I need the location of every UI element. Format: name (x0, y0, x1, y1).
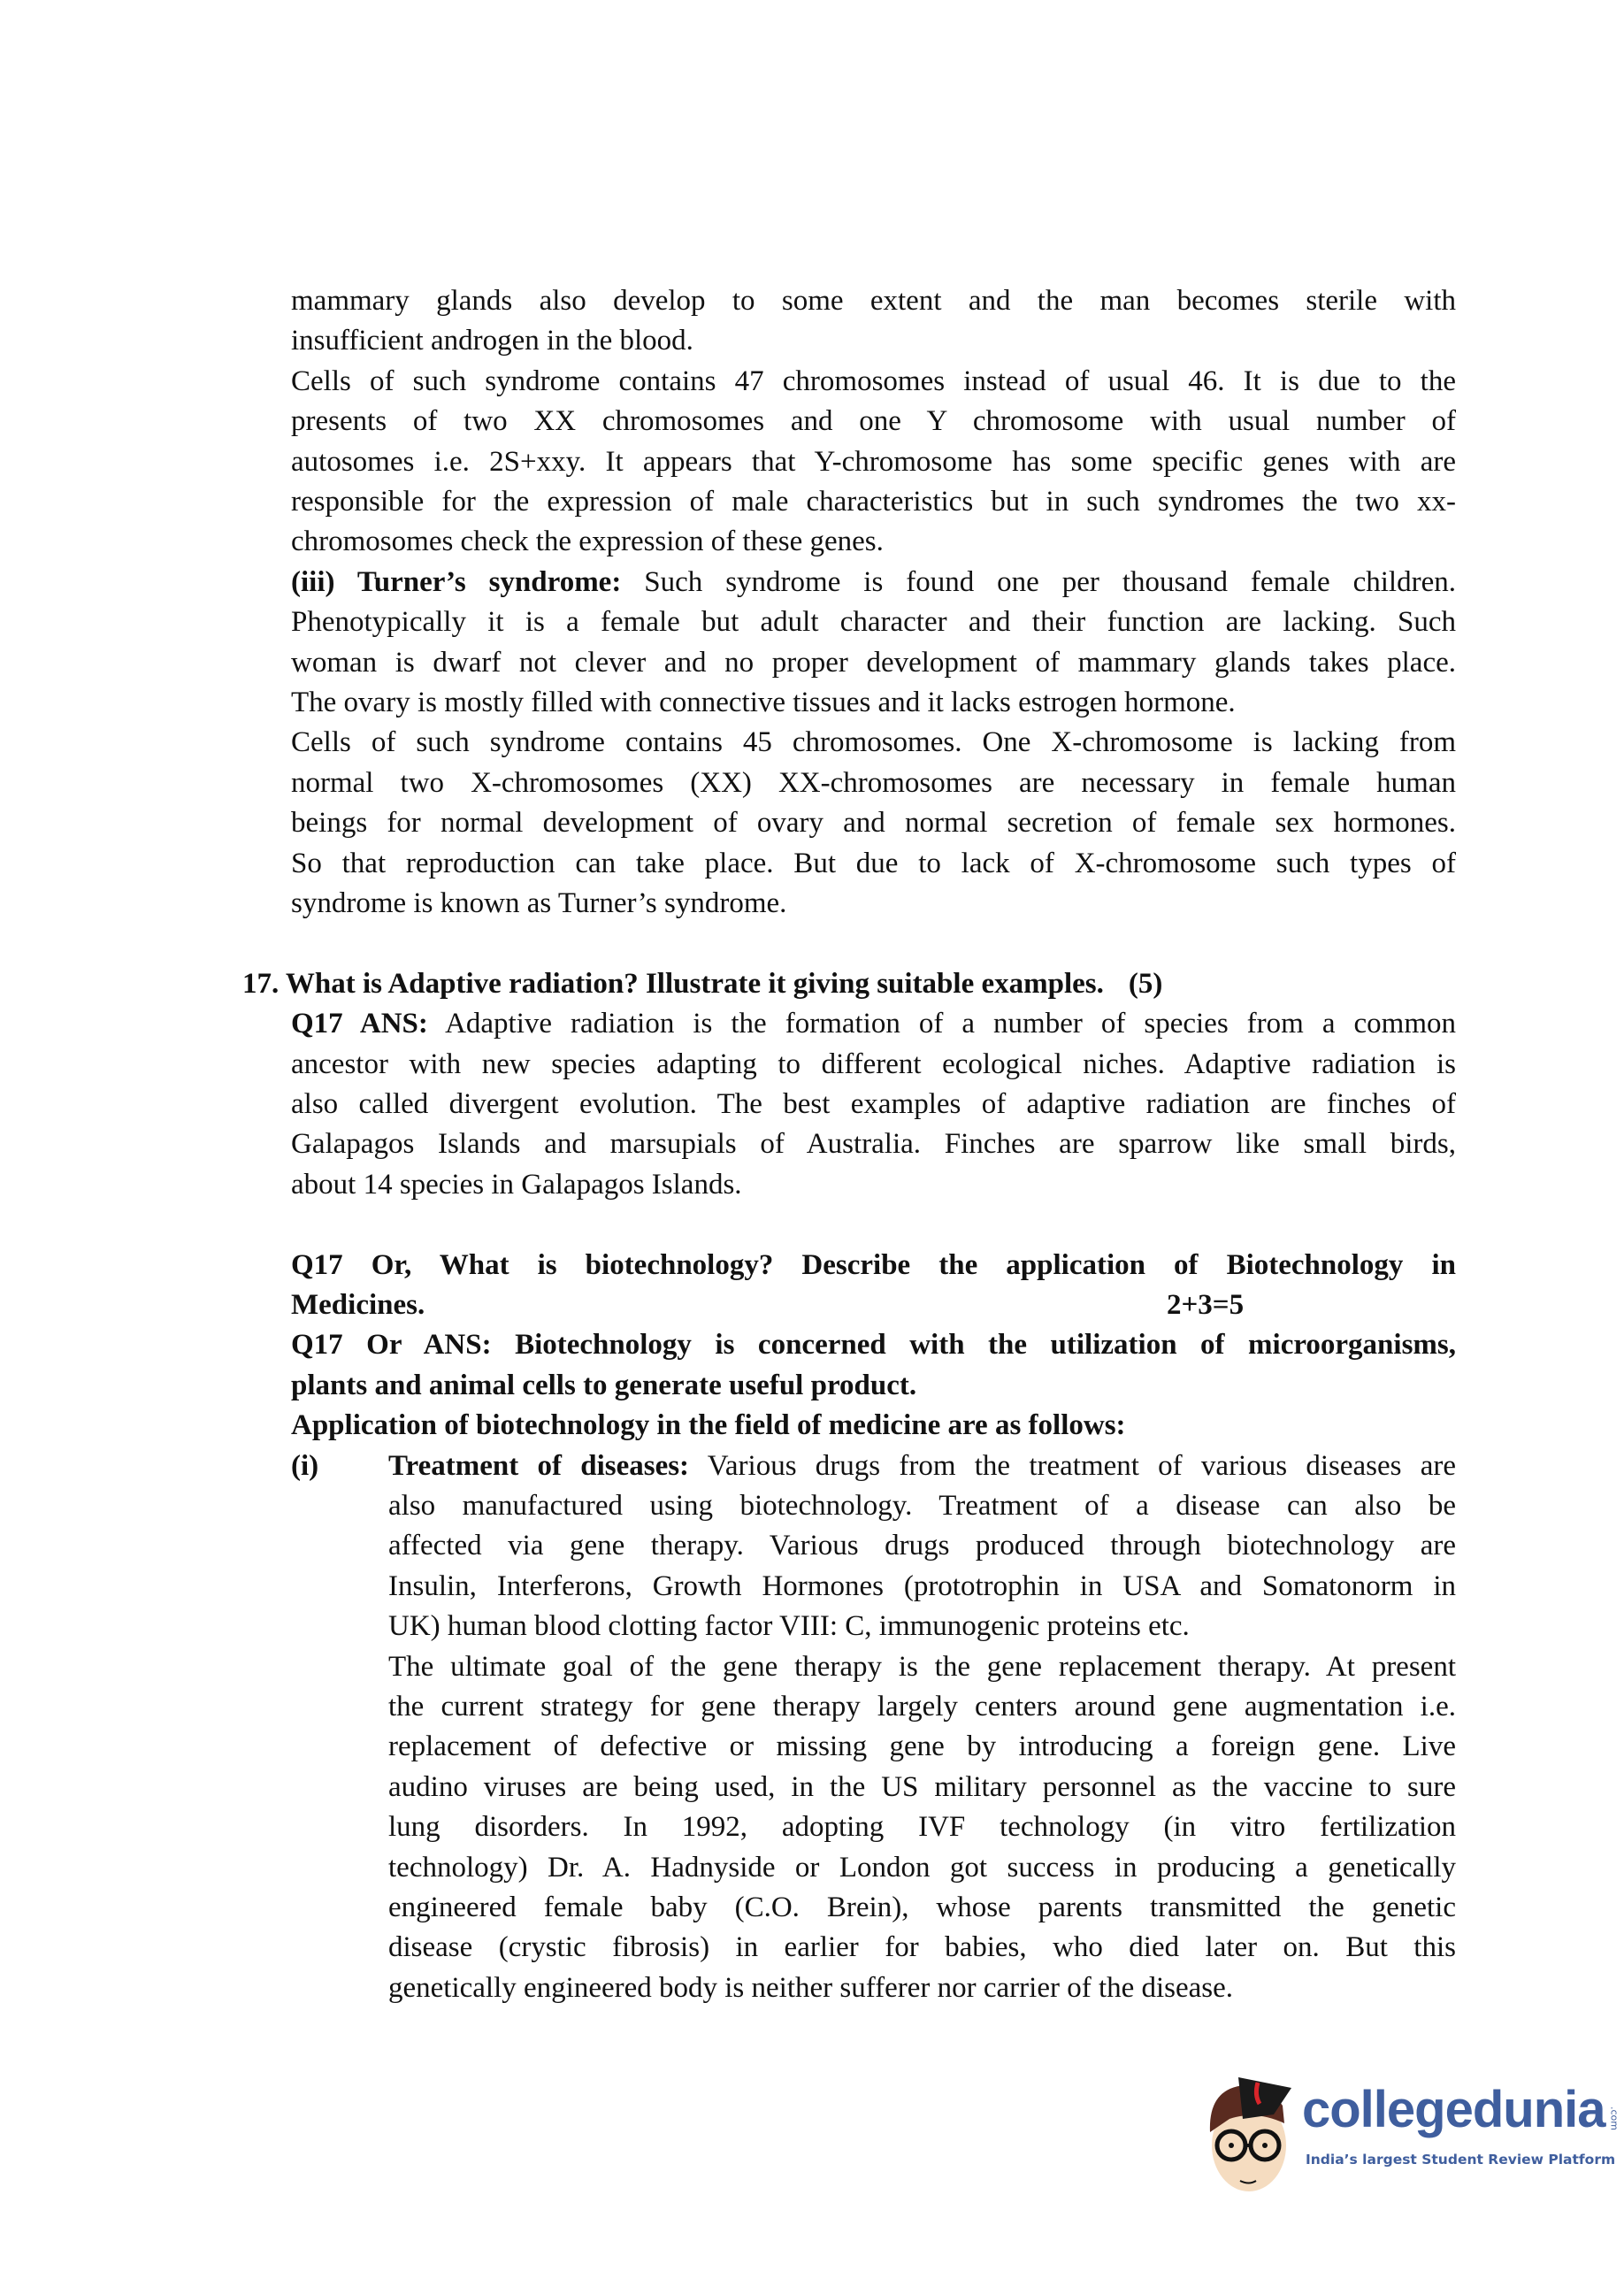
text-line (291, 482, 1456, 522)
bold-text: Q17 ANS: (291, 1008, 428, 1040)
collegedunia-logo (1203, 2070, 1619, 2203)
text-line (291, 643, 1456, 683)
bold-text: plants and animal cells to generate useful product. (291, 1369, 917, 1401)
bold-text: Application of biotechnology in the field of medicine are as follows: (291, 1409, 1126, 1442)
text-line (291, 362, 1456, 402)
text-run: disease (crystic fibrosis) in earlier for babies, who died later on. But this (388, 1931, 1456, 1964)
text-line (291, 442, 1456, 482)
text-run: The ultimate goal of the gene therapy is the gene replacement therapy. At present (388, 1650, 1456, 1683)
text-run: Galapagos Islands and marsupials of Australia. Finches are sparrow like small birds, (291, 1128, 1456, 1161)
text-run: Cells of such syndrome contains 45 chromosomes. One X-chromosome is lacking from (291, 726, 1456, 759)
text-line (388, 1807, 1456, 1847)
text-line (291, 602, 1456, 642)
bold-text: Q17 Or, What is biotechnology? Describe the application of Biotechnology in (291, 1248, 1456, 1281)
text-run: genetically engineered body is neither sufferer nor carrier of the disease. (388, 1971, 1234, 2004)
text-line (388, 1727, 1456, 1767)
text-line (291, 1325, 1456, 1365)
text-run: beings for normal development of ovary and normal secretion of female sex hormones. (291, 807, 1456, 840)
text-run: also manufactured using biotechnology. Treatment of a disease can also be (388, 1490, 1456, 1522)
text-line (291, 884, 1456, 924)
question-line (242, 964, 1456, 1004)
text-run: So that reproduction can take place. But due to lack of X-chromosome such types of (291, 847, 1456, 879)
text-run: technology) Dr. A. Hadnyside or London got success in producing a genetically (388, 1851, 1456, 1884)
text-run: about 14 species in Galapagos Islands. (291, 1168, 742, 1201)
text-run: insufficient androgen in the blood. (291, 325, 693, 357)
text-line (291, 1446, 1456, 1486)
bold-text: 17. What is Adaptive radiation? Illustrate it giving suitable examples. (242, 967, 1104, 1000)
text-run: the current strategy for gene therapy largely centers around gene augmentation i.e. (388, 1691, 1456, 1723)
text-line (388, 1486, 1456, 1526)
text-run: audino viruses are being used, in the US military personnel as the vaccine to sure (388, 1770, 1456, 1803)
text-run: responsible for the expression of male characteristics but in such syndromes the two xx- (291, 486, 1456, 518)
bold-text: Q17 Or ANS: Biotechnology is concerned with the utilization of microorganisms, (291, 1329, 1456, 1362)
text-run: chromosomes check the expression of these genes. (291, 526, 884, 558)
text-line (388, 1928, 1456, 1968)
marks-label: 2+3=5 (1167, 1289, 1245, 1321)
text-run: replacement of defective or missing gene by introducing a foreign gene. Live (388, 1730, 1456, 1763)
text-run: presents of two XX chromosomes and one Y chromosome with usual number of (291, 405, 1456, 438)
text-run: normal two X-chromosomes (XX) XX-chromosomes are necessary in female human (291, 766, 1456, 799)
text-line (388, 1968, 1456, 2008)
text-run: The ovary is mostly filled with connective tissues and it lacks estrogen hormone. (291, 687, 1236, 718)
bold-text: (iii) Turner’s syndrome: (291, 565, 622, 598)
logo-com-text: .com (1608, 2106, 1620, 2130)
text-line (388, 1526, 1456, 1566)
bold-text: Medicines. (291, 1289, 425, 1321)
text-line (388, 1607, 1456, 1646)
text-run: also called divergent evolution. The best examples of adaptive radiation are finches of (291, 1088, 1456, 1120)
text-run: Various drugs from the treatment of various diseases are (689, 1449, 1456, 1482)
text-line (291, 844, 1456, 884)
text-line (388, 1768, 1456, 1807)
text-line (291, 402, 1456, 441)
text-line (291, 563, 1456, 602)
logo-tagline: India’s largest Student Review Platform (1306, 2152, 1616, 2168)
text-run: lung disorders. In 1992, adopting IVF technology (in vitro fertilization (388, 1811, 1456, 1844)
text-run: woman is dwarf not clever and no proper development of mammary glands takes place. (291, 646, 1456, 679)
text-line (291, 1285, 1456, 1325)
marks-label: (5) (1128, 967, 1163, 1000)
text-line (291, 1366, 1456, 1406)
text-line (388, 1888, 1456, 1928)
text-run: engineered female baby (C.O. Brein), whose parents transmitted the genetic (388, 1891, 1456, 1923)
text-run: affected via gene therapy. Various drugs produced through biotechnology are (388, 1530, 1456, 1562)
text-line (291, 1124, 1456, 1164)
text-line (388, 1848, 1456, 1888)
text-line (388, 1567, 1456, 1607)
bold-text: Treatment of diseases: (388, 1449, 690, 1482)
text-line (291, 1246, 1456, 1285)
text-line (291, 1085, 1456, 1124)
text-line (291, 764, 1456, 803)
text-run: Phenotypically it is a female but adult character and their function are lacking. Such (291, 606, 1456, 639)
text-line (291, 321, 1456, 361)
text-line (388, 1687, 1456, 1727)
text-line (291, 683, 1456, 723)
text-line (388, 1647, 1456, 1687)
text-run: Cells of such syndrome contains 47 chromosomes instead of usual 46. It is due to the (291, 364, 1456, 397)
text-run: ancestor with new species adapting to different ecological niches. Adaptive radiation is (291, 1047, 1456, 1080)
logo-brand-row (1302, 2079, 1620, 2141)
text-line (291, 1045, 1456, 1085)
text-run: Such syndrome is found one per thousand female children. (621, 565, 1456, 598)
text-run: UK) human blood clotting factor VIII: C, immunogenic proteins etc. (388, 1610, 1190, 1643)
text-run: Insulin, Interferons, Growth Hormones (prototrophin in USA and Somatonorm in (388, 1569, 1456, 1602)
text-line (291, 803, 1456, 843)
text-line (291, 1004, 1456, 1044)
text-line (291, 522, 1456, 562)
logo-brand-text: collegedunia (1302, 2081, 1605, 2138)
text-run: syndrome is known as Turner’s syndrome. (291, 887, 787, 919)
text-line (291, 281, 1456, 321)
list-item-label: (i) (291, 1449, 319, 1482)
text-run: Adaptive radiation is the formation of a number of species from a common (427, 1008, 1456, 1040)
text-run: mammary glands also develop to some extent and the man becomes sterile with (291, 285, 1456, 317)
text-run: autosomes i.e. 2S+xxy. It appears that Y-chromosome has some specific genes with are (291, 445, 1456, 478)
text-line (291, 1406, 1456, 1446)
text-line (291, 1165, 1456, 1205)
mascot-icon (1203, 2070, 1300, 2203)
text-line (291, 723, 1456, 763)
